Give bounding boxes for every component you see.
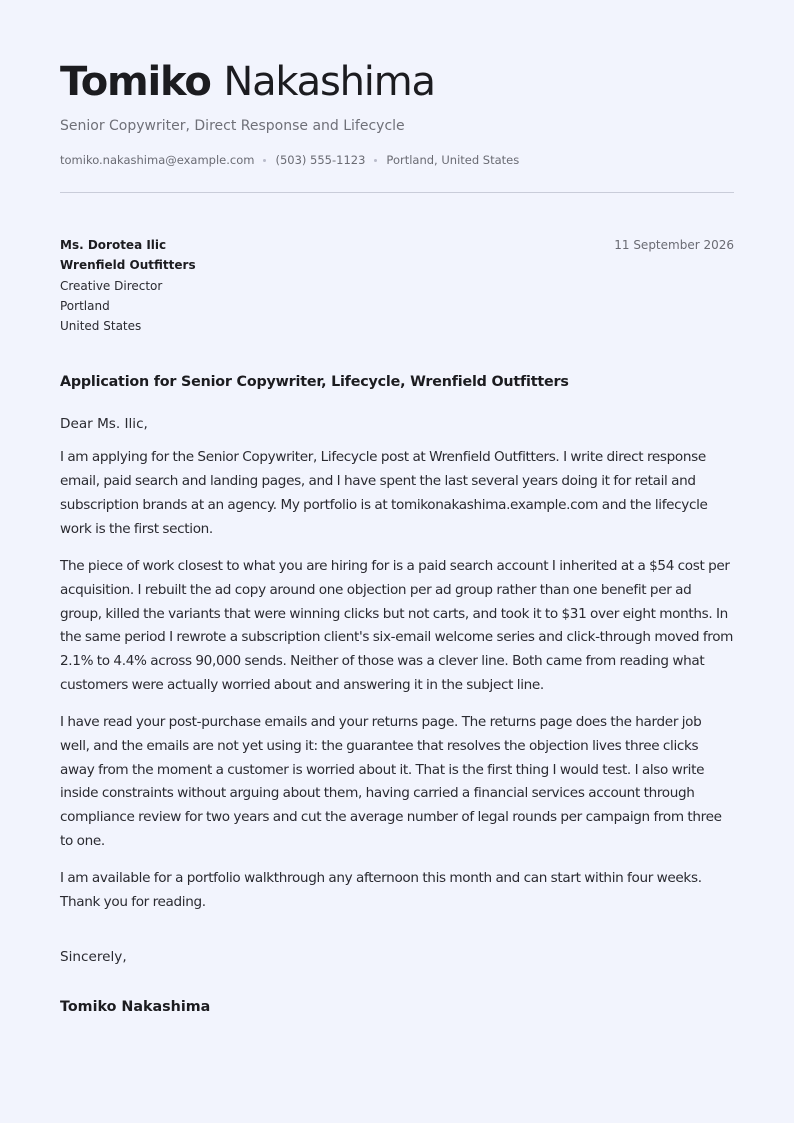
- contact-location: Portland, United States: [386, 153, 520, 167]
- applicant-name: [60, 58, 734, 106]
- letter-header: [60, 58, 734, 193]
- body-paragraph: The piece of work closest to what you are hiring for is a paid search account I inherited at a $54 cost per acquisition. I rebuilt the ad copy around one objection per ad group rather than one benefit per ad group, killed the variants that were winning clicks but not carts, and took it to $31 over eight months. In the same period I rewrote a subscription client's six-email welcome series and click-through moved from 2.1% to 4.4% across 90,000 sends. Neither of those was a clever line. Both came from reading what customers were actually worried about and answering it in the subject line.: [60, 558, 734, 693]
- contact-separator: [263, 159, 266, 162]
- body-paragraph: I am applying for the Senior Copywriter, Lifecycle post at Wrenfield Outfitters. I write direct response email, paid search and landing pages, and I have spent the last several years doing it for retail and subscription brands at an agency. My portfolio is at tomikonakashima.example.com and the lifecycle work is the first section.: [60, 449, 708, 537]
- applicant-first-name: Tomiko: [60, 59, 211, 105]
- letter-body: [60, 372, 734, 1016]
- body-paragraph: I am available for a portfolio walkthrough any afternoon this month and can start within four weeks. Thank you for reading.: [60, 870, 702, 911]
- letter-closing: Sincerely,: [60, 948, 127, 965]
- letter-signature: Tomiko Nakashima: [60, 998, 211, 1015]
- letter-salutation: Dear Ms. Ilic,: [60, 416, 148, 433]
- recipient-country: United States: [60, 319, 142, 334]
- letter-date: 11 September 2026: [614, 238, 734, 252]
- contact-line: [60, 152, 734, 168]
- header-divider: [60, 192, 734, 193]
- recipient-block: [60, 235, 196, 336]
- recipient-city: Portland: [60, 298, 110, 313]
- contact-phone: (503) 555-1123: [275, 153, 366, 167]
- contact-email: tomiko.nakashima@example.com: [60, 153, 255, 167]
- applicant-last-name: Nakashima: [223, 59, 435, 105]
- recipient-company: Wrenfield Outfitters: [60, 258, 196, 273]
- contact-separator: [374, 159, 377, 162]
- recipient-name: Ms. Dorotea Ilic: [60, 238, 167, 252]
- letter-subject: Application for Senior Copywriter, Lifecycle, Wrenfield Outfitters: [60, 374, 569, 391]
- applicant-title: Senior Copywriter, Direct Response and Lifecycle: [60, 118, 405, 134]
- recipient-role: Creative Director: [60, 278, 163, 293]
- body-paragraph: I have read your post-purchase emails and your returns page. The returns page does the harder job well, and the emails are not yet using it: the guarantee that resolves the objection lives three clicks away from the moment a customer is worried about it. That is the first thing I would test. I also write inside constraints without arguing about them, having carried a financial services account through compliance review for two years and cut the average number of legal rounds per campaign from three to one.: [60, 714, 722, 849]
- letter-meta: [60, 235, 734, 336]
